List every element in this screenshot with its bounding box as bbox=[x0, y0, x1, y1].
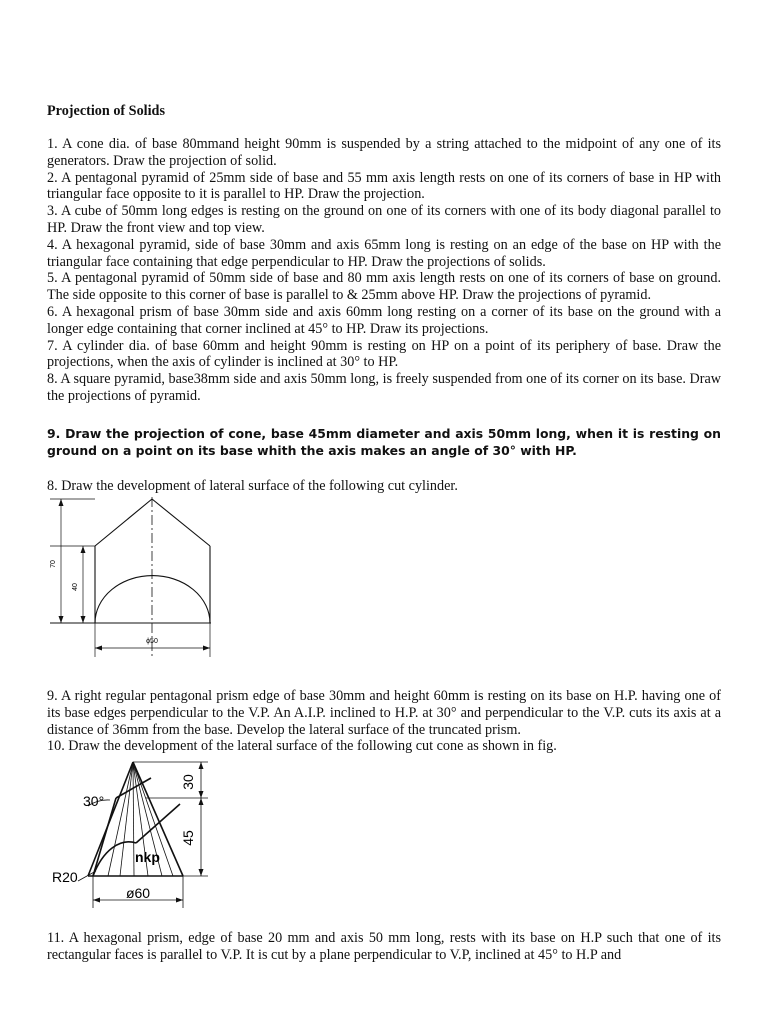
diameter-label: ø60 bbox=[125, 885, 151, 901]
question-item: 3. A cube of 50mm long edges is resting on the ground on one of its corners with one of its body diagonal parallel to HP. Draw the front view and top view. bbox=[47, 203, 721, 236]
question-list-2 bbox=[47, 688, 721, 755]
dim-diameter-label: ϕ50 bbox=[146, 638, 158, 645]
question-item: 4. A hexagonal pyramid, side of base 30mm and axis 65mm long is resting on an edge of the base on HP with the triangular face containing that edge perpendicular to HP. Draw the projections of solids. bbox=[47, 236, 721, 270]
dim-height-side-label: 40 bbox=[72, 583, 79, 591]
dim-height-total-label: 70 bbox=[50, 560, 57, 568]
dim-top-label: 30 bbox=[180, 774, 196, 790]
page-title: Projection of Solids bbox=[47, 103, 165, 119]
section-heading: 8. Draw the development of lateral surface of the following cut cylinder. bbox=[47, 478, 458, 494]
dim-side-label: 45 bbox=[180, 830, 196, 846]
question-item: 6. A hexagonal prism of base 30mm side and axis 60mm long resting on a corner of its base on the ground with a longer edge containing that corner inclined at 45° to HP. Draw its projections. bbox=[47, 303, 721, 337]
question-item: 1. A cone dia. of base 80mmand height 90mm is suspended by a string attached to the midpoint of any one of its generators. Draw the projection of solid. bbox=[47, 136, 721, 169]
watermark-text: nkp bbox=[135, 849, 160, 865]
question-item: 5. A pentagonal pyramid of 50mm side of base and 80 mm axis length rests on one of its corners of base on ground. The side opposite to this corner of base is parallel to & 25mm above HP. Draw the projections of pyramid. bbox=[47, 270, 721, 304]
cut-cylinder-figure bbox=[45, 497, 217, 660]
question-item-bold: 9. Draw the projection of cone, base 45mm diameter and axis 50mm long, when it is resting on ground on a point on its base whith the axis makes an angle of 30° with HP. bbox=[47, 426, 721, 458]
question-item: 11. A hexagonal prism, edge of base 20 mm and axis 50 mm long, rests with its base on H.P such that one of its rectangular faces is parallel to V.P. It is cut by a plane perpendicular to V.P, inclined at 45° to H.P and bbox=[47, 930, 721, 963]
question-item: 9. A right regular pentagonal prism edge of base 30mm and height 60mm is resting on its base on H.P. having one of its base edges perpendicular to the V.P. An A.I.P. inclined to H.P. at 30° and perpendicular to the V.P. cuts its axis at a distance of 36mm from the base. Develop the lateral surface of the truncated prism. bbox=[47, 688, 721, 738]
question-item: 2. A pentagonal pyramid of 25mm side of base and 55 mm axis length rests on one of its corners of base in HP with triangular face opposite to it is parallel to HP. Draw the projection. bbox=[47, 169, 721, 203]
question-list bbox=[47, 136, 721, 405]
question-item: 10. Draw the development of the lateral surface of the following cut cone as shown in fig. bbox=[47, 738, 557, 755]
question-item: 8. A square pyramid, base38mm side and axis 50mm long, is freely suspended from one of its corner on its base. Draw the projections of pyramid. bbox=[47, 371, 721, 404]
radius-label: R20 bbox=[52, 869, 78, 885]
question-item: 7. A cylinder dia. of base 60mm and height 90mm is resting on HP on a point of its periphery of base. Draw the projections, when the axis of cylinder is inclined at 30° to HP. bbox=[47, 337, 721, 371]
cut-cone-figure bbox=[48, 758, 215, 913]
angle-label: 30° bbox=[83, 793, 105, 809]
